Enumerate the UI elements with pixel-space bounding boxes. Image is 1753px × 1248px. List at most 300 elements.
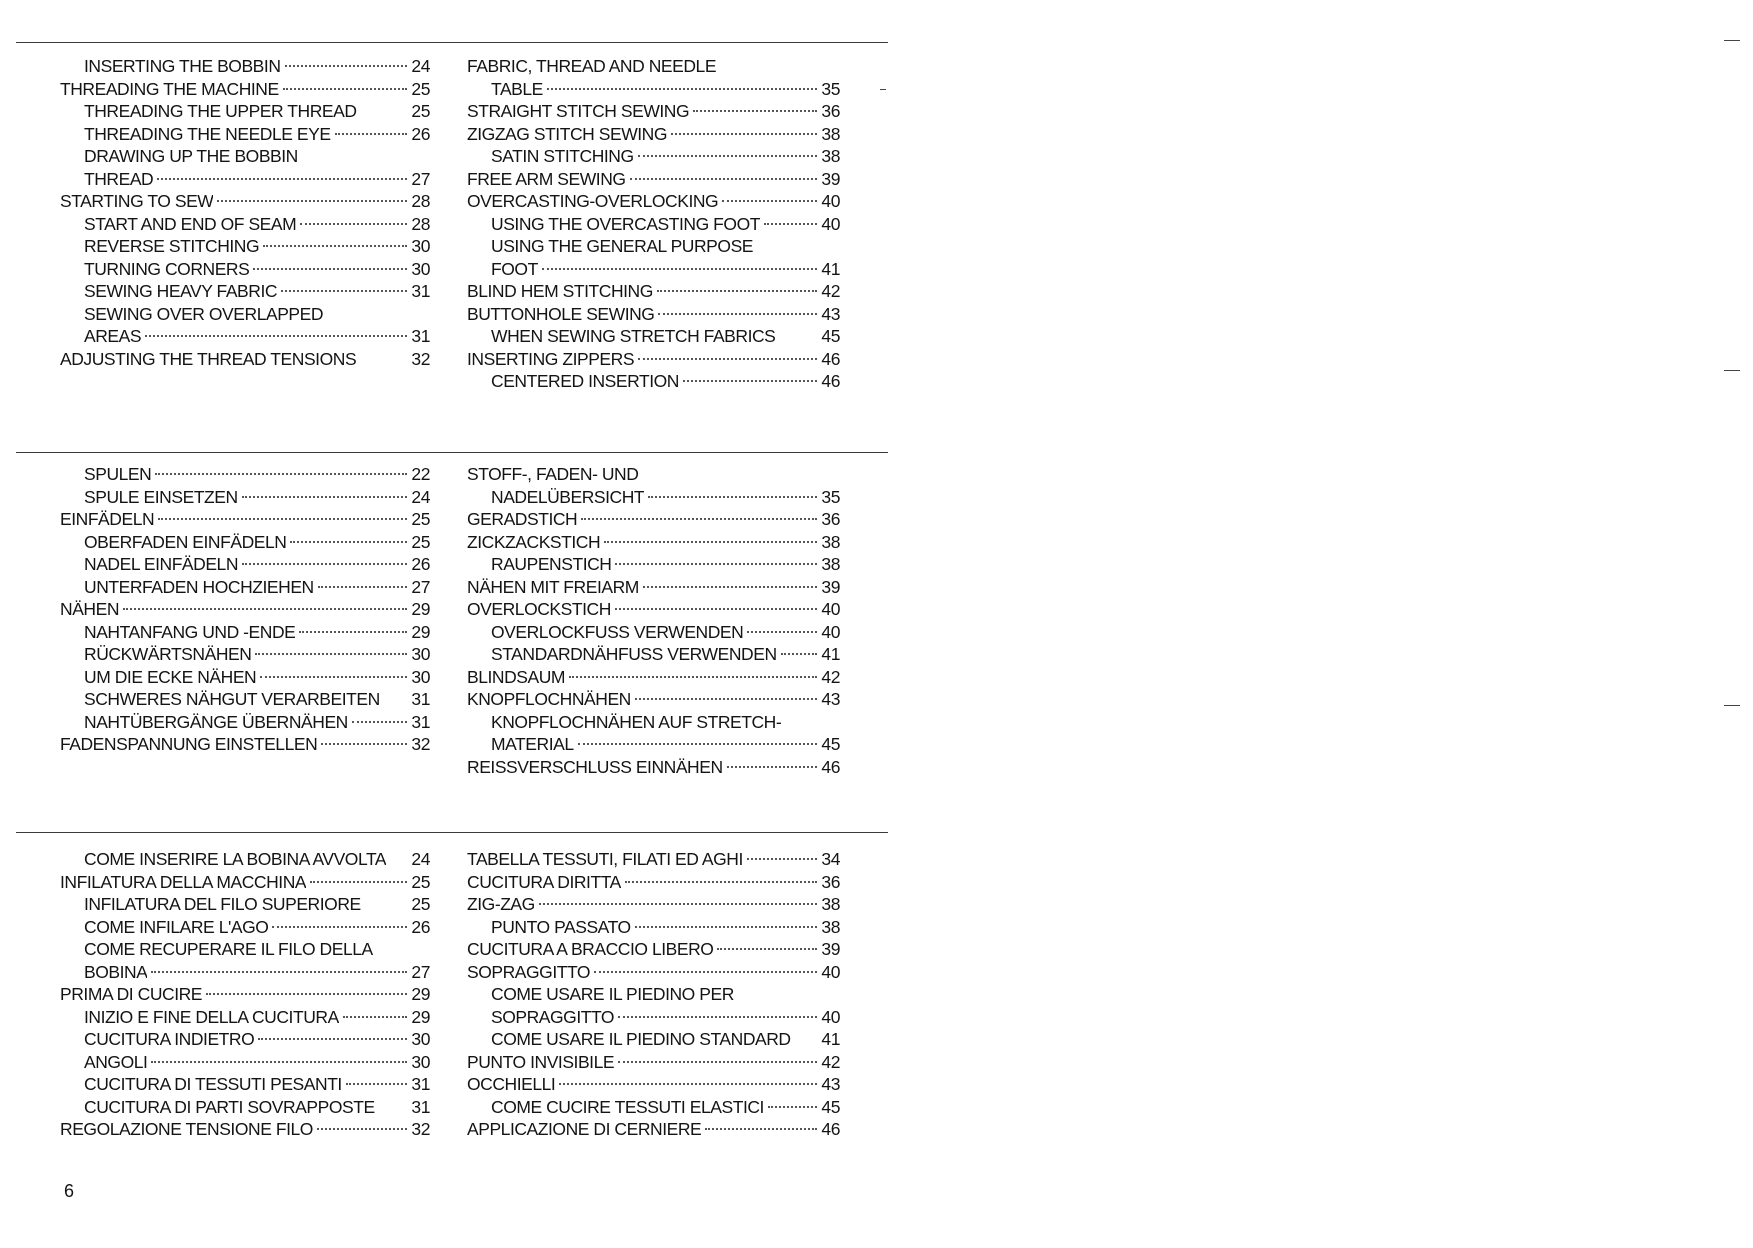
toc-entry <box>467 145 840 168</box>
dot-leader <box>151 1061 407 1063</box>
toc-entry <box>60 325 430 348</box>
toc-entry-page: 30 <box>411 258 430 279</box>
toc-entry-page: 29 <box>411 621 430 642</box>
toc-entry-page: 30 <box>411 1051 430 1072</box>
toc-entry-page: 45 <box>821 326 840 346</box>
dot-leader <box>255 653 407 655</box>
dot-leader <box>206 993 407 995</box>
toc-entry-page: 46 <box>821 756 840 777</box>
toc-entry-page: 38 <box>821 146 840 166</box>
toc-entry-title: START AND END OF SEAM <box>84 213 297 234</box>
toc-entry-page: 31 <box>411 326 430 346</box>
dot-leader <box>727 766 818 768</box>
toc-entry-page: 38 <box>821 894 840 914</box>
toc-entry <box>467 983 840 1006</box>
toc-entry-title: UNTERFADEN HOCHZIEHEN <box>84 576 314 597</box>
toc-entry <box>467 666 840 689</box>
toc-entry-page: 25 <box>411 78 430 99</box>
toc-entry-title: DRAWING UP THE BOBBIN <box>84 146 298 166</box>
toc-entry <box>467 553 840 576</box>
toc-entry-title: KNOPFLOCHNÄHEN <box>467 689 631 709</box>
dot-leader <box>747 858 818 860</box>
toc-entry-page: 25 <box>411 894 430 914</box>
toc-entry <box>467 621 840 644</box>
dot-leader <box>145 335 407 337</box>
toc-entry-title: STRAIGHT STITCH SEWING <box>467 101 690 121</box>
toc-entry <box>60 961 430 984</box>
toc-entry <box>60 100 430 123</box>
toc-entry <box>467 168 840 191</box>
toc-entry-page: 26 <box>411 123 430 144</box>
toc-entry <box>467 1051 840 1074</box>
toc-entry <box>60 1118 430 1141</box>
dot-leader <box>671 133 817 135</box>
toc-section-english <box>60 55 840 455</box>
toc-entry-title: CUCITURA INDIETRO <box>84 1029 255 1049</box>
toc-entry-title: MATERIAL <box>491 734 574 754</box>
toc-entry-page: 46 <box>821 1119 840 1139</box>
dot-leader <box>155 473 407 475</box>
toc-section-german <box>60 463 840 863</box>
toc-entry-title: TABLE <box>491 78 543 99</box>
toc-entry-title: COME USARE IL PIEDINO STANDARD <box>491 1029 791 1049</box>
toc-entry-page: 29 <box>411 599 430 619</box>
toc-entry-page: 45 <box>821 1096 840 1117</box>
toc-entry-page: 30 <box>411 644 430 664</box>
toc-entry <box>467 598 840 621</box>
toc-entry-title: PUNTO PASSATO <box>491 916 631 937</box>
dot-leader <box>263 245 407 247</box>
toc-entry <box>60 55 430 78</box>
toc-entry <box>60 123 430 146</box>
toc-entry-page: 39 <box>821 576 840 597</box>
toc-entry-title: PUNTO INVISIBILE <box>467 1051 615 1072</box>
toc-entry-page: 31 <box>411 689 430 709</box>
toc-entry-page: 39 <box>821 168 840 189</box>
toc-entry-page: 31 <box>411 711 430 732</box>
section-divider-german <box>16 452 888 453</box>
toc-entry <box>60 303 430 326</box>
toc-column-left <box>60 848 430 1141</box>
toc-entry <box>60 576 430 599</box>
dot-leader <box>321 743 407 745</box>
toc-entry-page: 46 <box>821 371 840 391</box>
toc-entry <box>467 756 840 779</box>
toc-entry-title: CUCITURA DI PARTI SOVRAPPOSTE <box>84 1096 375 1117</box>
toc-entry-page: 32 <box>411 734 430 754</box>
toc-entry <box>467 280 840 303</box>
dot-leader <box>768 1106 817 1108</box>
dot-leader <box>747 631 817 633</box>
toc-entry <box>60 508 430 531</box>
toc-entry-page: 43 <box>821 303 840 324</box>
toc-entry-title: SEWING OVER OVERLAPPED <box>84 303 324 324</box>
toc-entry-page: 26 <box>411 916 430 937</box>
toc-entry-title: CUCITURA DIRITTA <box>467 871 621 892</box>
dot-leader <box>569 676 817 678</box>
toc-entry <box>467 463 840 486</box>
toc-entry-page: 42 <box>821 666 840 687</box>
toc-entry <box>60 168 430 191</box>
toc-entry-page: 43 <box>821 1074 840 1094</box>
dot-leader <box>615 608 818 610</box>
toc-column-left <box>60 463 430 756</box>
toc-entry-title: NAHTANFANG UND -ENDE <box>84 621 296 642</box>
toc-entry-title: REISSVERSCHLUSS EINNÄHEN <box>467 756 723 777</box>
toc-entry-title: ADJUSTING THE THREAD TENSIONS <box>60 348 357 369</box>
dot-leader <box>335 133 408 135</box>
dot-leader <box>683 380 817 382</box>
toc-entry-title: SCHWERES NÄHGUT VERARBEITEN <box>84 689 380 709</box>
dot-leader <box>260 676 407 678</box>
toc-entry <box>60 916 430 939</box>
toc-entry-title: RAUPENSTICH <box>491 554 612 574</box>
toc-entry-page: 36 <box>821 509 840 529</box>
toc-entry-page: 32 <box>411 1119 430 1139</box>
toc-entry-page: 38 <box>821 531 840 552</box>
dot-leader <box>300 223 407 225</box>
toc-entry-page: 36 <box>821 101 840 121</box>
toc-entry-page: 30 <box>411 236 430 256</box>
toc-entry-title: SOPRAGGITTO <box>491 1006 615 1027</box>
toc-entry-title: SEWING HEAVY FABRIC <box>84 281 278 301</box>
dot-leader <box>594 971 817 973</box>
toc-entry <box>467 893 840 916</box>
toc-entry <box>467 688 840 711</box>
toc-entry <box>467 576 840 599</box>
toc-entry-page: 40 <box>821 213 840 234</box>
toc-entry-page: 25 <box>411 871 430 892</box>
toc-entry-title: NÄHEN MIT FREIARM <box>467 576 639 597</box>
toc-entry-title: BUTTONHOLE SEWING <box>467 303 655 324</box>
dot-leader <box>283 88 408 90</box>
toc-entry-page: 25 <box>411 101 430 121</box>
toc-entry-title: NAHTÜBERGÄNGE ÜBERNÄHEN <box>84 711 348 732</box>
toc-entry-page: 31 <box>411 281 430 301</box>
toc-entry-page: 40 <box>821 621 840 642</box>
toc-entry <box>60 621 430 644</box>
toc-entry-page: 36 <box>821 871 840 892</box>
dot-leader <box>764 223 817 225</box>
dot-leader <box>242 563 407 565</box>
toc-entry <box>60 235 430 258</box>
toc-entry-title: NADELÜBERSICHT <box>491 486 645 507</box>
toc-entry <box>60 213 430 236</box>
toc-entry <box>60 1028 430 1051</box>
toc-entry <box>467 1096 840 1119</box>
toc-entry <box>60 145 430 168</box>
toc-entry-page: 38 <box>821 123 840 144</box>
dot-leader <box>648 496 817 498</box>
toc-entry-title: INSERTING ZIPPERS <box>467 348 635 369</box>
dot-leader <box>618 1061 817 1063</box>
toc-entry <box>467 213 840 236</box>
toc-entry <box>467 123 840 146</box>
dot-leader <box>657 290 818 292</box>
toc-entry-title: CUCITURA A BRACCIO LIBERO <box>467 939 714 959</box>
edge-mark <box>1724 370 1740 371</box>
toc-entry-title: COME INSERIRE LA BOBINA AVVOLTA <box>84 849 387 869</box>
dot-leader <box>542 268 818 270</box>
toc-entry <box>60 553 430 576</box>
toc-entry <box>467 1073 840 1096</box>
toc-column-right <box>467 55 840 393</box>
toc-entry-page: 30 <box>411 666 430 687</box>
dot-leader <box>781 653 818 655</box>
dot-leader <box>290 541 407 543</box>
dot-leader <box>258 1038 407 1040</box>
dot-leader <box>217 200 407 202</box>
toc-entry-page: 41 <box>821 644 840 664</box>
toc-entry-title: OBERFADEN EINFÄDELN <box>84 531 287 552</box>
toc-entry <box>467 916 840 939</box>
toc-entry <box>467 486 840 509</box>
toc-entry-page: 40 <box>821 961 840 982</box>
toc-entry-title: TABELLA TESSUTI, FILATI ED AGHI <box>467 849 743 869</box>
toc-entry <box>467 303 840 326</box>
toc-entry-title: AREAS <box>84 326 142 346</box>
toc-entry-title: UM DIE ECKE NÄHEN <box>84 666 257 687</box>
toc-entry-title: FOOT <box>491 258 538 279</box>
toc-entry-page: 28 <box>411 213 430 234</box>
toc-entry-page: 38 <box>821 916 840 937</box>
toc-entry-title: OVERLOCKSTICH <box>467 599 611 619</box>
toc-entry-title: SOPRAGGITTO <box>467 961 591 982</box>
toc-entry-title: USING THE GENERAL PURPOSE <box>491 236 754 256</box>
toc-entry <box>467 348 840 371</box>
dot-leader <box>638 155 818 157</box>
toc-entry <box>60 643 430 666</box>
toc-entry-page: 45 <box>821 734 840 754</box>
toc-entry <box>467 1028 840 1051</box>
dot-leader <box>717 948 817 950</box>
toc-section-italian <box>60 848 840 1248</box>
dot-leader <box>604 541 817 543</box>
edge-mark <box>1724 40 1740 41</box>
toc-entry-title: USING THE OVERCASTING FOOT <box>491 213 760 234</box>
toc-entry-page: 27 <box>411 168 430 189</box>
toc-entry-title: THREAD <box>84 168 154 189</box>
toc-entry-page: 28 <box>411 191 430 211</box>
toc-entry-title: BOBINA <box>84 961 148 982</box>
toc-entry-title: FREE ARM SEWING <box>467 168 626 189</box>
toc-entry-title: COME RECUPERARE IL FILO DELLA <box>84 939 373 959</box>
toc-entry-page: 41 <box>821 258 840 279</box>
dot-leader <box>272 926 407 928</box>
toc-entry-title: SPULEN <box>84 464 152 484</box>
edge-mark <box>1724 705 1740 706</box>
toc-entry-page: 40 <box>821 1006 840 1027</box>
dot-leader <box>658 313 817 315</box>
toc-entry <box>467 711 840 734</box>
toc-entry <box>60 848 430 871</box>
toc-entry-title: PRIMA DI CUCIRE <box>60 984 203 1004</box>
dot-leader <box>635 926 818 928</box>
toc-entry-page: 30 <box>411 1029 430 1049</box>
toc-entry-title: ZIGZAG STITCH SEWING <box>467 123 668 144</box>
toc-entry-page: 40 <box>821 599 840 619</box>
dot-leader <box>158 518 407 520</box>
toc-entry-page: 42 <box>821 1051 840 1072</box>
dot-leader <box>539 903 818 905</box>
toc-entry-page: 42 <box>821 281 840 301</box>
dot-leader <box>547 88 818 90</box>
toc-entry-title: OVERLOCKFUSS VERWENDEN <box>491 621 744 642</box>
toc-entry-page: 25 <box>411 531 430 552</box>
toc-entry-page: 26 <box>411 554 430 574</box>
toc-entry <box>60 688 430 711</box>
toc-entry <box>467 508 840 531</box>
toc-entry-page: 31 <box>411 1096 430 1117</box>
dot-leader <box>615 563 817 565</box>
toc-column-left <box>60 55 430 370</box>
toc-entry-page: 29 <box>411 984 430 1004</box>
section-divider-italian <box>16 832 888 833</box>
toc-entry <box>60 733 430 756</box>
toc-entry-title: CENTERED INSERTION <box>491 371 679 391</box>
toc-entry <box>467 78 840 101</box>
dot-leader <box>151 971 407 973</box>
dot-leader <box>625 881 818 883</box>
toc-entry <box>60 598 430 621</box>
toc-entry-title: THREADING THE MACHINE <box>60 78 279 99</box>
toc-entry-page: 46 <box>821 348 840 369</box>
dot-leader <box>630 178 818 180</box>
dot-leader <box>299 631 407 633</box>
toc-entry-title: BLINDSAUM <box>467 666 566 687</box>
toc-entry-page: 41 <box>821 1029 840 1049</box>
toc-entry-title: FADENSPANNUNG EINSTELLEN <box>60 734 318 754</box>
toc-entry-title: COME USARE IL PIEDINO PER <box>491 984 734 1004</box>
toc-entry-title: NÄHEN <box>60 599 120 619</box>
toc-entry-page: 35 <box>821 78 840 99</box>
dot-leader <box>578 743 818 745</box>
toc-entry <box>467 643 840 666</box>
toc-entry-title: OCCHIELLI <box>467 1074 556 1094</box>
toc-entry-title: STOFF-, FADEN- UND <box>467 464 639 484</box>
toc-entry-page: 27 <box>411 961 430 982</box>
toc-entry-page: 31 <box>411 1074 430 1094</box>
toc-entry-title: THREADING THE NEEDLE EYE <box>84 123 331 144</box>
toc-entry-title: INIZIO E FINE DELLA CUCITURA <box>84 1006 339 1027</box>
dot-leader <box>559 1083 817 1085</box>
toc-entry <box>60 1051 430 1074</box>
toc-entry-title: STARTING TO SEW <box>60 191 214 211</box>
toc-entry-title: GERADSTICH <box>467 509 578 529</box>
toc-entry <box>467 100 840 123</box>
toc-entry <box>467 325 840 348</box>
toc-entry-title: SPULE EINSETZEN <box>84 486 238 507</box>
toc-entry-title: ZIG-ZAG <box>467 894 535 914</box>
toc-entry-page: 25 <box>411 509 430 529</box>
toc-entry <box>467 1118 840 1141</box>
toc-entry-page: 35 <box>821 486 840 507</box>
toc-entry <box>60 983 430 1006</box>
toc-column-right <box>467 848 840 1141</box>
toc-entry-title: ZICKZACKSTICH <box>467 531 601 552</box>
toc-column-right <box>467 463 840 778</box>
toc-entry <box>60 938 430 961</box>
toc-entry-title: OVERCASTING-OVERLOCKING <box>467 191 719 211</box>
toc-entry-title: COME CUCIRE TESSUTI ELASTICI <box>491 1096 764 1117</box>
toc-entry-title: EINFÄDELN <box>60 509 155 529</box>
toc-entry <box>467 258 840 281</box>
toc-entry-title: WHEN SEWING STRETCH FABRICS <box>491 326 776 346</box>
toc-entry-title: BLIND HEM STITCHING <box>467 281 653 301</box>
dot-leader <box>343 1016 408 1018</box>
toc-entry-page: 43 <box>821 689 840 709</box>
dot-leader <box>643 586 818 588</box>
toc-entry <box>467 1006 840 1029</box>
toc-entry-title: STANDARDNÄHFUSS VERWENDEN <box>491 644 777 664</box>
toc-entry <box>60 531 430 554</box>
toc-entry-title: INSERTING THE BOBBIN <box>84 56 281 76</box>
toc-entry-page: 24 <box>411 56 430 76</box>
toc-entry-page: 22 <box>411 464 430 484</box>
toc-entry <box>467 938 840 961</box>
dot-leader <box>123 608 407 610</box>
toc-entry <box>467 55 840 78</box>
toc-entry-title: ANGOLI <box>84 1051 148 1072</box>
toc-entry <box>60 666 430 689</box>
toc-entry <box>467 733 840 756</box>
toc-entry <box>467 531 840 554</box>
toc-entry <box>60 463 430 486</box>
page-number: 6 <box>64 1181 75 1201</box>
toc-entry <box>467 961 840 984</box>
toc-entry-title: SATIN STITCHING <box>491 146 634 166</box>
toc-entry-title: TURNING CORNERS <box>84 258 250 279</box>
dot-leader <box>618 1016 817 1018</box>
toc-entry-title: NADEL EINFÄDELN <box>84 554 239 574</box>
dot-leader <box>581 518 817 520</box>
dot-leader <box>318 586 408 588</box>
toc-entry <box>467 190 840 213</box>
toc-entry <box>467 848 840 871</box>
toc-entry-title: COME INFILARE L'AGO <box>84 916 269 937</box>
toc-entry <box>60 486 430 509</box>
toc-entry <box>60 893 430 916</box>
dot-leader <box>310 881 407 883</box>
toc-entry-title: INFILATURA DEL FILO SUPERIORE <box>84 894 361 914</box>
toc-entry <box>60 78 430 101</box>
dot-leader <box>242 496 408 498</box>
toc-entry-page: 39 <box>821 939 840 959</box>
dot-leader <box>705 1128 817 1130</box>
toc-entry-page: 40 <box>821 191 840 211</box>
dot-leader <box>693 110 817 112</box>
dot-leader <box>346 1083 408 1085</box>
toc-entry <box>467 871 840 894</box>
toc-entry-title: CUCITURA DI TESSUTI PESANTI <box>84 1074 342 1094</box>
toc-entry-title: THREADING THE UPPER THREAD <box>84 101 357 121</box>
toc-entry <box>467 370 840 393</box>
toc-entry-title: KNOPFLOCHNÄHEN AUF STRETCH- <box>491 711 782 732</box>
toc-entry <box>60 1073 430 1096</box>
toc-entry-title: INFILATURA DELLA MACCHINA <box>60 871 307 892</box>
toc-entry-page: 34 <box>821 849 840 869</box>
toc-entry <box>60 258 430 281</box>
section-divider-english <box>16 42 888 43</box>
dot-leader <box>281 290 407 292</box>
toc-entry-title: REVERSE STITCHING <box>84 236 260 256</box>
dot-leader <box>317 1128 407 1130</box>
toc-entry-title: FABRIC, THREAD AND NEEDLE <box>467 56 717 76</box>
dot-leader <box>253 268 407 270</box>
dot-leader <box>722 200 817 202</box>
toc-entry-page: 29 <box>411 1006 430 1027</box>
toc-entry <box>60 1096 430 1119</box>
